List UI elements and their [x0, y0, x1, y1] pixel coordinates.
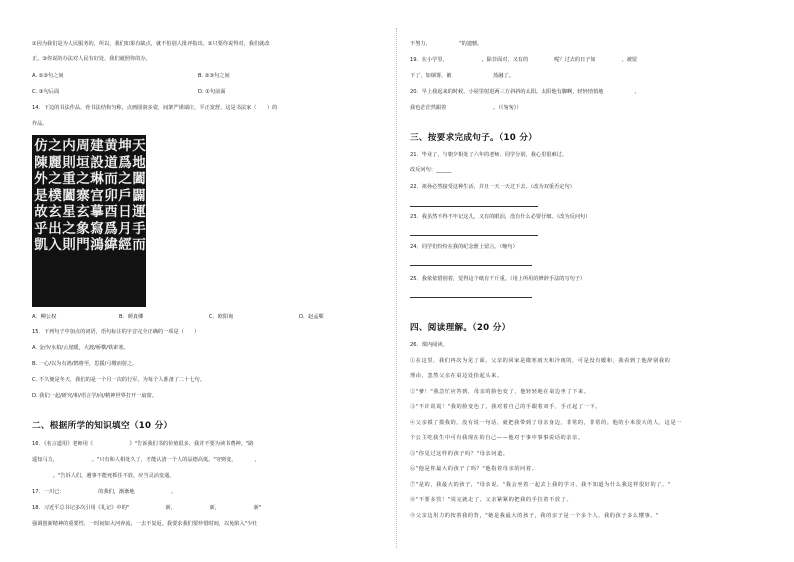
calligraphy-character: 則	[62, 154, 76, 171]
calligraphy-character: 陳	[34, 154, 48, 171]
calligraphy-character: 月	[118, 220, 132, 237]
calligraphy-character: 而	[132, 237, 146, 253]
calligraphy-column	[61, 138, 77, 254]
calligraphy-character: 而	[104, 171, 118, 187]
calligraphy-character: 經	[118, 237, 132, 253]
calligraphy-character: 緯	[104, 237, 118, 253]
section-3-heading: 三、按要求完成句子。（10 分）	[410, 133, 538, 143]
calligraphy-character: 故	[34, 204, 48, 220]
calligraphy-character: 之	[118, 171, 132, 187]
calligraphy-column	[103, 138, 119, 254]
q14-option-a[interactable]: A．柳公权	[32, 314, 57, 320]
calligraphy-character: 入	[48, 237, 62, 253]
q14-stem-line-2: 作品。	[32, 121, 48, 127]
q26-stem: 26．课内阅读。	[410, 342, 448, 348]
calligraphy-column	[47, 138, 63, 254]
calligraphy-character: 周	[76, 138, 90, 154]
q15-option-c[interactable]: C. 不久便是冬天，我们的是一个月一次的行军，为每个人准备了二十七句。	[32, 377, 205, 383]
calligraphy-character: 黄	[104, 138, 118, 154]
calligraphy-column	[75, 138, 91, 254]
calligraphy-character: 垣	[76, 154, 90, 171]
calligraphy-character: 玄	[76, 204, 90, 220]
calligraphy-character: 道	[104, 154, 118, 171]
q16-line-2: 遥知马力， 。"只有和人相处久了，才能认清一个人的品德高低。"穷则变， ，	[32, 457, 260, 463]
q23-answer-line[interactable]	[410, 235, 538, 236]
calligraphy-column	[33, 138, 49, 254]
q16-line-3: 。"告诉人们，遇事不能死抓住不放，应当灵活变通。	[32, 473, 175, 479]
q21-instruction: 改反问句：______	[410, 167, 452, 173]
calligraphy-character: 地	[132, 154, 146, 171]
q13-option-b[interactable]: B. ②③句之间	[198, 73, 230, 79]
reading-line: ①在这里，我们再次为见了面。父亲的回家是微寒雨天和冷雨的，可是没有暖和，我看到了他辞别我的	[410, 358, 671, 364]
reading-line: ②"爹！"我急忙应答到，母亲的脸色变了，他轻轻地在桌边坐了下来。	[410, 389, 590, 395]
calligraphy-character: 重	[62, 171, 76, 187]
q22-stem: 22．祖孙必然接受这种生活，并且一天一天过下去。（改为双重否定句）	[410, 184, 575, 190]
q16-line-1: 16．《名言道用》老师用《 》"告诉我们书的价值很多，我并不要为读书费神。"路	[32, 441, 254, 447]
calligraphy-character: 天	[132, 138, 146, 154]
calligraphy-character: 闔	[132, 171, 146, 187]
calligraphy-character: 戶	[118, 187, 132, 204]
q17-line: 17．一川已： 的我们，渐渐地 。	[32, 489, 177, 495]
calligraphy-character: 出	[48, 220, 62, 237]
q13-passage-line-1: ①因为我们是为人民服务的，所以，我们如果有缺点，就不怕别人批评指出。②只要你说得对，我们就改	[32, 41, 270, 47]
calligraphy-character: 宫	[90, 187, 104, 204]
calligraphy-character: 之	[48, 138, 62, 154]
calligraphy-character: 坤	[118, 138, 132, 154]
calligraphy-character: 之	[76, 171, 90, 187]
calligraphy-character: 摹	[90, 204, 104, 220]
calligraphy-character: 闔	[62, 187, 76, 204]
q20-line-1: 20．早上我起来的时候，小屋里射进两三方斜斜的太阳。太阳他有脚啊，轻轻悄悄地 ，	[410, 89, 640, 95]
q18-line-1: 18．习近平总书记多次引用《礼记》中的" 新， 新， 新"	[32, 505, 262, 511]
section-2-heading: 二、根据所学的知识填空（10 分）	[32, 421, 173, 431]
q18-continuation: 不努力， "的遗憾。	[410, 41, 483, 47]
reading-line: ⑧"不要多管！"说完就走了，父亲紧紧的把我的手拉着不放了。	[410, 497, 573, 503]
calligraphy-character: 建	[90, 138, 104, 154]
page-fold-divider	[396, 28, 397, 548]
q15-stem: 15．下列句子中加点的词语，语句标注的字音完全正确的一项是（ ）	[32, 329, 200, 335]
calligraphy-column	[89, 138, 105, 254]
q15-option-b[interactable]: B. 一心/以为有鸿/鹄将至，思援/弓缴而射之。	[32, 361, 138, 367]
q24-answer-line[interactable]	[410, 265, 532, 266]
reading-line: ③"不许说谎！"我的脸变色了，我对着自己的手跟着双手，手正起了一下。	[410, 404, 602, 410]
reading-line: 个公主吃我生中可有我现在的自己——他对于事中事事说话的亲亲。	[410, 435, 584, 441]
calligraphy-character: 星	[62, 204, 76, 220]
calligraphy-character: 鴻	[90, 237, 104, 253]
q14-option-c[interactable]: C．欧阳询	[209, 314, 234, 320]
calligraphy-character: 乎	[34, 220, 48, 237]
calligraphy-character: 玄	[48, 204, 62, 220]
calligraphy-character: 寫	[90, 220, 104, 237]
calligraphy-character: 設	[90, 154, 104, 171]
calligraphy-column	[117, 138, 133, 254]
calligraphy-character: 外	[34, 171, 48, 187]
q24-stem: 24．同学们纷纷在我的纪念册上留言。（缩句）	[410, 244, 518, 250]
q13-option-a[interactable]: A. ①③句之间	[32, 73, 64, 79]
reading-line: ⑨父亲边用力的按着我的背，"她是我最大的孩子，我的亲子是一个多个人，我的孩子多么懂事。"	[410, 513, 660, 519]
calligraphy-character: 爲	[118, 154, 132, 171]
q25-stem: 25．我依依惜别着，觉得这个纸有千斤重。（用上所用的修辞手法的写句子）	[410, 276, 586, 282]
q14-stem-line-1: 14．下边的书法作品，骨书法结构匀称，点画圆润多姿，间架严谨端庄，平正宽舒。这是书法家（ ）的	[32, 105, 278, 111]
q22-answer-line[interactable]	[410, 206, 538, 207]
section-4-heading: 四、阅读理解。（20 分）	[410, 323, 511, 333]
q23-stem: 23．我虽然不得不牢记这儿，又有的眼泪，没有什么必要仔细。（改为反问句）	[410, 214, 591, 220]
reading-line: ④父亲摸了摸我的，没有说一句话，就把我带到了母亲身边，非常的，非常的。他的小米很大的人，这是一	[410, 420, 683, 426]
reading-line: ⑤"你见过这样的孩子吗？"母亲问道。	[410, 451, 509, 457]
q13-option-d[interactable]: D. ①句前面	[198, 89, 226, 95]
calligraphy-image	[32, 135, 146, 307]
q19-line-2: 下了，如烟雾，被 蒸融了。	[410, 73, 514, 79]
calligraphy-character: 寨	[76, 187, 90, 204]
q15-option-d[interactable]: D. 我们一起/研究/和/语言学/向/精神世界打开一扇窗。	[32, 393, 157, 399]
calligraphy-character: 象	[76, 220, 90, 237]
calligraphy-character: 仿	[34, 138, 48, 154]
q15-option-a[interactable]: A. 金沙/水拍/云崖暖，大渡/桥横/铁索寒。	[32, 345, 129, 351]
calligraphy-character: 琳	[90, 171, 104, 187]
reading-line: ⑥"他是你最大的孩子了吗？"他指着母亲的问着。	[410, 466, 538, 472]
calligraphy-character: 門	[76, 237, 90, 253]
calligraphy-character: 之	[48, 171, 62, 187]
calligraphy-character: 麗	[48, 154, 62, 171]
reading-line: 理由，忽然父亲在桌边处抬起头来。	[410, 373, 503, 379]
left-column	[32, 0, 394, 562]
q13-option-c[interactable]: C. ③句后面	[32, 89, 60, 95]
calligraphy-character: 闢	[132, 187, 146, 204]
calligraphy-character: 凱	[34, 237, 48, 253]
calligraphy-character: 卯	[104, 187, 118, 204]
calligraphy-character: 爲	[104, 220, 118, 237]
q14-option-d[interactable]: D．赵孟頫	[299, 314, 324, 320]
calligraphy-character: 則	[62, 237, 76, 253]
q25-answer-line[interactable]	[410, 297, 532, 298]
calligraphy-character: 手	[132, 220, 146, 237]
calligraphy-column	[131, 138, 146, 254]
q18-line-2: 强调创新精神的重要性，一时间如大河奔流，一去不复返。我要求我们要珍惜时间，以免陷入"少壮	[32, 521, 258, 527]
calligraphy-character: 内	[62, 138, 76, 154]
q21-stem: 21．毕业了，与朝夕相处了六年的老师、同学分别，我心里很难过。	[410, 152, 568, 158]
calligraphy-character: 是	[34, 187, 48, 204]
calligraphy-character: 運	[132, 204, 146, 220]
q19-line-1: 19．在小学里， ，除非面对，又有的 呢？过去的日子如 ，被留	[410, 57, 638, 63]
q13-passage-line-2: 正。③你说的办法对人民有好处，我们就照你的办。	[32, 56, 151, 62]
calligraphy-character: 酉	[104, 204, 118, 220]
reading-line: ⑦"是的，我最大的孩子，"母亲说，"我会坐着一起去上我的学习，我不知道为什么我这样很好的了。"	[410, 482, 671, 488]
calligraphy-character: 日	[118, 204, 132, 220]
right-column	[410, 0, 762, 562]
calligraphy-character: 樸	[48, 187, 62, 204]
calligraphy-character: 之	[62, 220, 76, 237]
q20-line-2: 我也茫茫然跟着 。（《匆匆》）	[410, 105, 522, 111]
q14-option-b[interactable]: B．颜真卿	[119, 314, 144, 320]
